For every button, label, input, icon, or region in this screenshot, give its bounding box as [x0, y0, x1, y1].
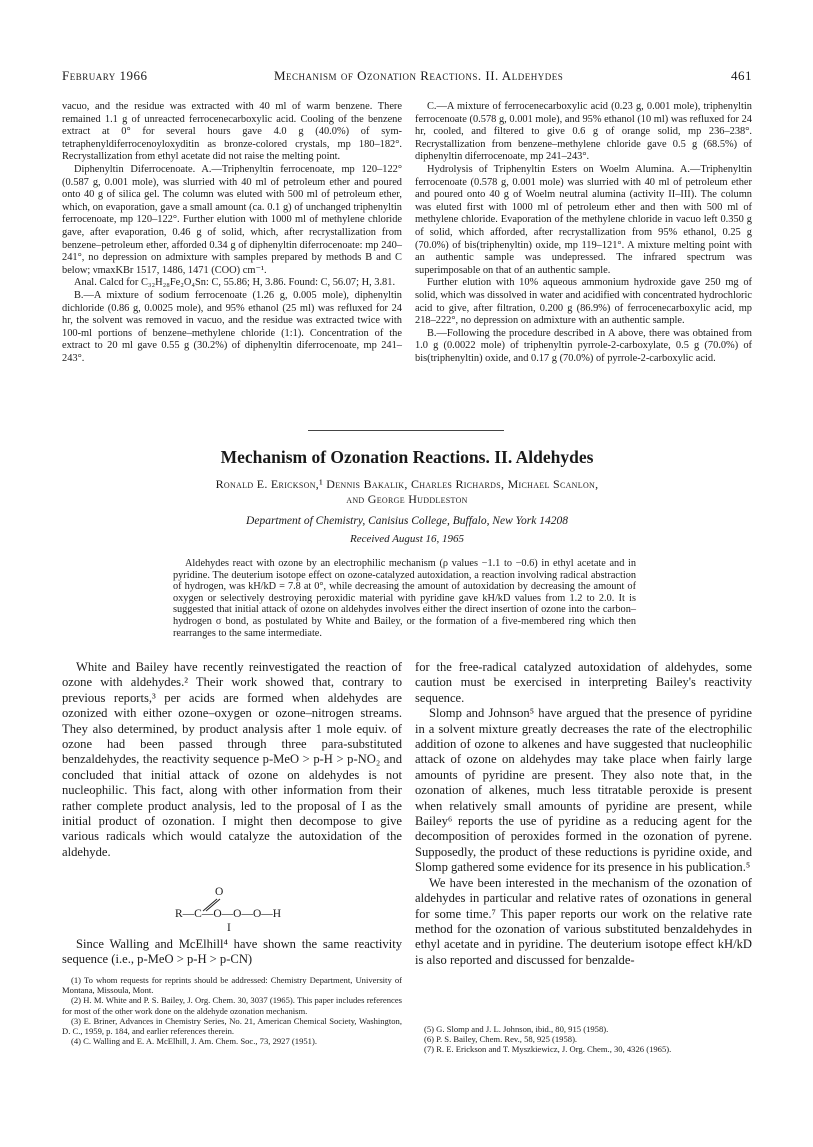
footnote: (4) C. Walling and E. A. McElhill, J. Am. Chem. Soc., 73, 2927 (1951). — [71, 1036, 317, 1047]
experimental-paragraph: B.—A mixture of sodium ferrocenoate (1.26 g, 0.005 mole), diphenyltin dichloride (0.86 g, 0.0025 mole), and 95% ethanol (25 ml) was refluxed for 24 hr, the solvent was removed in vacuo, and the residue was extracted twice with 100-ml portions of benzene–methylene chloride (1:1). Concentration of the extract to 20 ml gave 0.55 g (30.2%) of diphenyltin diferrocenoate, mp 241–243°. — [62, 289, 402, 364]
experimental-paragraph: Diphenyltin Diferrocenoate. A.—Triphenyltin ferrocenoate, mp 120–122° (0.587 g, 0.001 mole), was slurried with 40 ml of petroleum ether and poured onto 40 g of silica gel. The column was eluted with 500 ml of petroleum ether, which, on evaporation, gave a small amount (ca. 0.1 g) of unchanged triphenyltin ferrocenoate, mp 120–122°. Further elution with 1000 ml of methylene chloride gave, after evaporation, 0.46 g of solid, which, after recrystallization from benzene–petroleum ether, afforded 0.34 g of diphenyltin diferrocenoate: mp 240–241°, no depression on admixture with samples prepared by methods B and C below; νmaxKBr 1517, 1486, 1471 (COO) cm⁻¹. — [62, 163, 402, 276]
footnote: (6) P. S. Bailey, Chem. Rev., 58, 925 (1958). — [424, 1034, 578, 1045]
article-authors — [62, 477, 752, 507]
footnotes-left — [62, 975, 402, 1046]
experimental-left-column — [62, 101, 402, 365]
structure-chain: R—C—O—O—O—H — [175, 908, 282, 920]
experimental-paragraph: C.—A mixture of ferrocenecarboxylic acid (0.23 g, 0.001 mole), triphenyltin ferrocenoate (0.578 g, 0.001 mole), and 95% ethanol (10 ml) was refluxed for 24 hr, cooled, and filtered to give 0.6 g of orange solid, mp 236–238°. Recrystallization from benzene–methylene chloride gave 0.5 g (68.5%) of diphenyltin diferrocenoate, mp 241–243°. — [415, 101, 752, 163]
body-paragraph: Slomp and Johnson⁵ have argued that the presence of pyridine in a solvent mixture greatly decreases the rate of the electrophilic addition of ozone to alkenes and have suggested that nucleophilic attack of ozone on aldehydes may take place when fairly large amounts of pyridine are present. They also note that, in the ozonation of alkenes, much less titratable peroxide is present when relatively small amounts of pyridine are present, while Bailey⁶ reports the use of pyridine as a reducing agent for the decomposition of peroxides formed in the ozonation of pyrene. Supposedly, the product of these reductions is pyridine oxide, and Slomp gathered some evidence for its presence in his publication.⁵ — [415, 706, 752, 875]
footnote: (2) H. M. White and P. S. Bailey, J. Org. Chem. 30, 3037 (1965). This paper includes references for most of the other work done on the aldehyde ozonation mechanism. — [62, 995, 402, 1016]
experimental-paragraph: Hydrolysis of Triphenyltin Esters on Woelm Alumina. A.—Triphenyltin ferrocenoate (0.578 g, 0.001 mole) was slurried with 40 ml of petroleum ether and poured onto 40 g of Woelm neutral alumina (activity II–III). The column was eluted first with 1000 ml of petroleum ether and then with 500 ml of methylene chloride. Evaporation of the methylene chloride in vacuo left 0.350 g of solid, which afforded, after recrystallization from 95% ethanol, 0.25 g (70.0%) of bis(triphenyltin) oxide, mp 119–121°. A mixture melting point with an authentic sample was undepressed. The infrared spectrum was superimposable on that of an authentic sample. — [415, 163, 752, 276]
carbonyl-oxygen: O — [215, 886, 224, 898]
body-right-column — [415, 660, 752, 968]
footnote: (3) E. Briner, Advances in Chemistry Series, No. 21, American Chemical Society, Washington, D. C., 1959, p. 184, and earlier references therein. — [62, 1015, 402, 1037]
footnote: (7) R. E. Erickson and T. Myszkiewicz, J. Org. Chem., 30, 4326 (1965). — [424, 1044, 672, 1055]
body-left-continued — [62, 937, 402, 968]
authors-line: and George Huddleston — [346, 492, 468, 506]
structure-label: I — [227, 922, 231, 934]
experimental-right-column — [415, 101, 752, 365]
abstract: Aldehydes react with ozone by an electrophilic mechanism (ρ values −1.1 to −0.6) in ethyl acetate and in pyridine. The deuterium isotope effect on ozone-catalyzed autoxidation, a reaction involving radical abstraction of hydrogen, was kH/kD = 7.8 at 0°, while decreasing the amount of autoxidation by decreasing the amount of oxygen or selectively destroying peroxidic material with pyridine gave kH/kD values from 1.2 to 2.0. It is suggested that initial attack of ozone on aldehydes involves either the direct insertion of ozone into the carbon–hydrogen σ bond, as postulated by White and Bailey, or the formation of a five-membered ring which then rearranges to the same intermediate. — [173, 558, 636, 639]
experimental-paragraph: B.—Following the procedure described in A above, there was obtained from 1.0 g (0.0022 mole) of triphenyltin pyrrole-2-carboxylate, 0.5 g (70.0%) of bis(triphenyltin) oxide, and 0.17 g (70.0%) of pyrrole-2-carboxylic acid. — [415, 327, 752, 364]
body-paragraph: We have been interested in the mechanism of the ozonation of aldehydes in particular and relative rates of ozonations in general for some time.⁷ This paper reports our work on the relative rate method for the ozonation of various substituted benzaldehydes in ethyl acetate and in pyridine. The deuterium isotope effect kH/kD is also reported and discussed for benzalde- — [415, 875, 752, 967]
body-paragraph: Since Walling and McElhill⁴ have shown the same reactivity sequence (i.e., p-MeO > p-H > p-CN) — [62, 937, 402, 967]
page-number: 461 — [731, 68, 752, 83]
experimental-paragraph: vacuo, and the residue was extracted with 40 ml of warm benzene. There remained 1.1 g of unreacted ferrocenecarboxylic acid. Cooling of the benzene extract at 0° for several hours gave 4.0 g (40.0%) of sym-tetraphenyldiferrocenoyloxyditin as bronze-colored crystals, mp 180–182°. Recrystallization from ethyl acetate did not raise the melting point. — [62, 101, 402, 163]
experimental-paragraph: Anal. Calcd for C₃₂H₂₈Fe₂O₄Sn: C, 55.86; H, 3.86. Found: C, 56.07; H, 3.81. — [74, 277, 396, 289]
body-paragraph: White and Bailey have recently reinvestigated the reaction of ozone with aldehydes.² Their work showed that, contrary to previous reports,³ per acids are formed when aldehydes are ozonized with either ozone–oxygen or ozone–nitrogen streams. They also determined, by product analysis after 1 mole equiv. of ozone had been passed through three para-substituted benzaldehydes, the reactivity sequence p-MeO > p-H > p-NO₂ and concluded that initial attack of ozone on aldehydes is not nucleophilic. This fact, along with other information from their rather complete product analysis, led to the proposal of I as the initial product of ozonation. I might then decompose to give various radicals which would catalyze the autoxidation of the aldehyde. — [62, 660, 402, 859]
received-date: Received August 16, 1965 — [349, 533, 465, 545]
experimental-paragraph: Further elution with 10% aqueous ammonium hydroxide gave 250 mg of solid, which was dissolved in water and acidified with concentrated hydrochloric acid to give, after filtration, 0.200 g (86.9%) of ferrocenecarboxylic acid, mp 218–222°, no depression on admixture with an authentic sample. — [415, 277, 752, 327]
body-left-column — [62, 660, 402, 860]
body-paragraph: for the free-radical catalyzed autoxidation of aldehydes, some caution must be exercised in interpreting Bailey's reactivity sequence. — [415, 660, 752, 705]
running-header — [62, 68, 752, 86]
article-title: Mechanism of Ozonation Reactions. II. Aldehydes — [220, 447, 594, 467]
footnotes-right — [415, 1024, 752, 1055]
header-title: Mechanism of Ozonation Reactions. II. Aldehydes — [274, 68, 564, 83]
authors-line: Ronald E. Erickson,¹ Dennis Bakalik, Charles Richards, Michael Scanlon, — [215, 477, 599, 491]
header-date: February 1966 — [62, 68, 148, 83]
section-divider — [308, 430, 504, 431]
footnote: (1) To whom requests for reprints should be addressed: Chemistry Department, University of Montana, Missoula, Mont. — [62, 975, 402, 996]
affiliation: Department of Chemistry, Canisius College, Buffalo, New York 14208 — [246, 515, 568, 527]
footnote: (5) G. Slomp and J. L. Johnson, ibid., 80, 915 (1958). — [424, 1024, 609, 1034]
chemical-structure-I — [175, 886, 305, 932]
